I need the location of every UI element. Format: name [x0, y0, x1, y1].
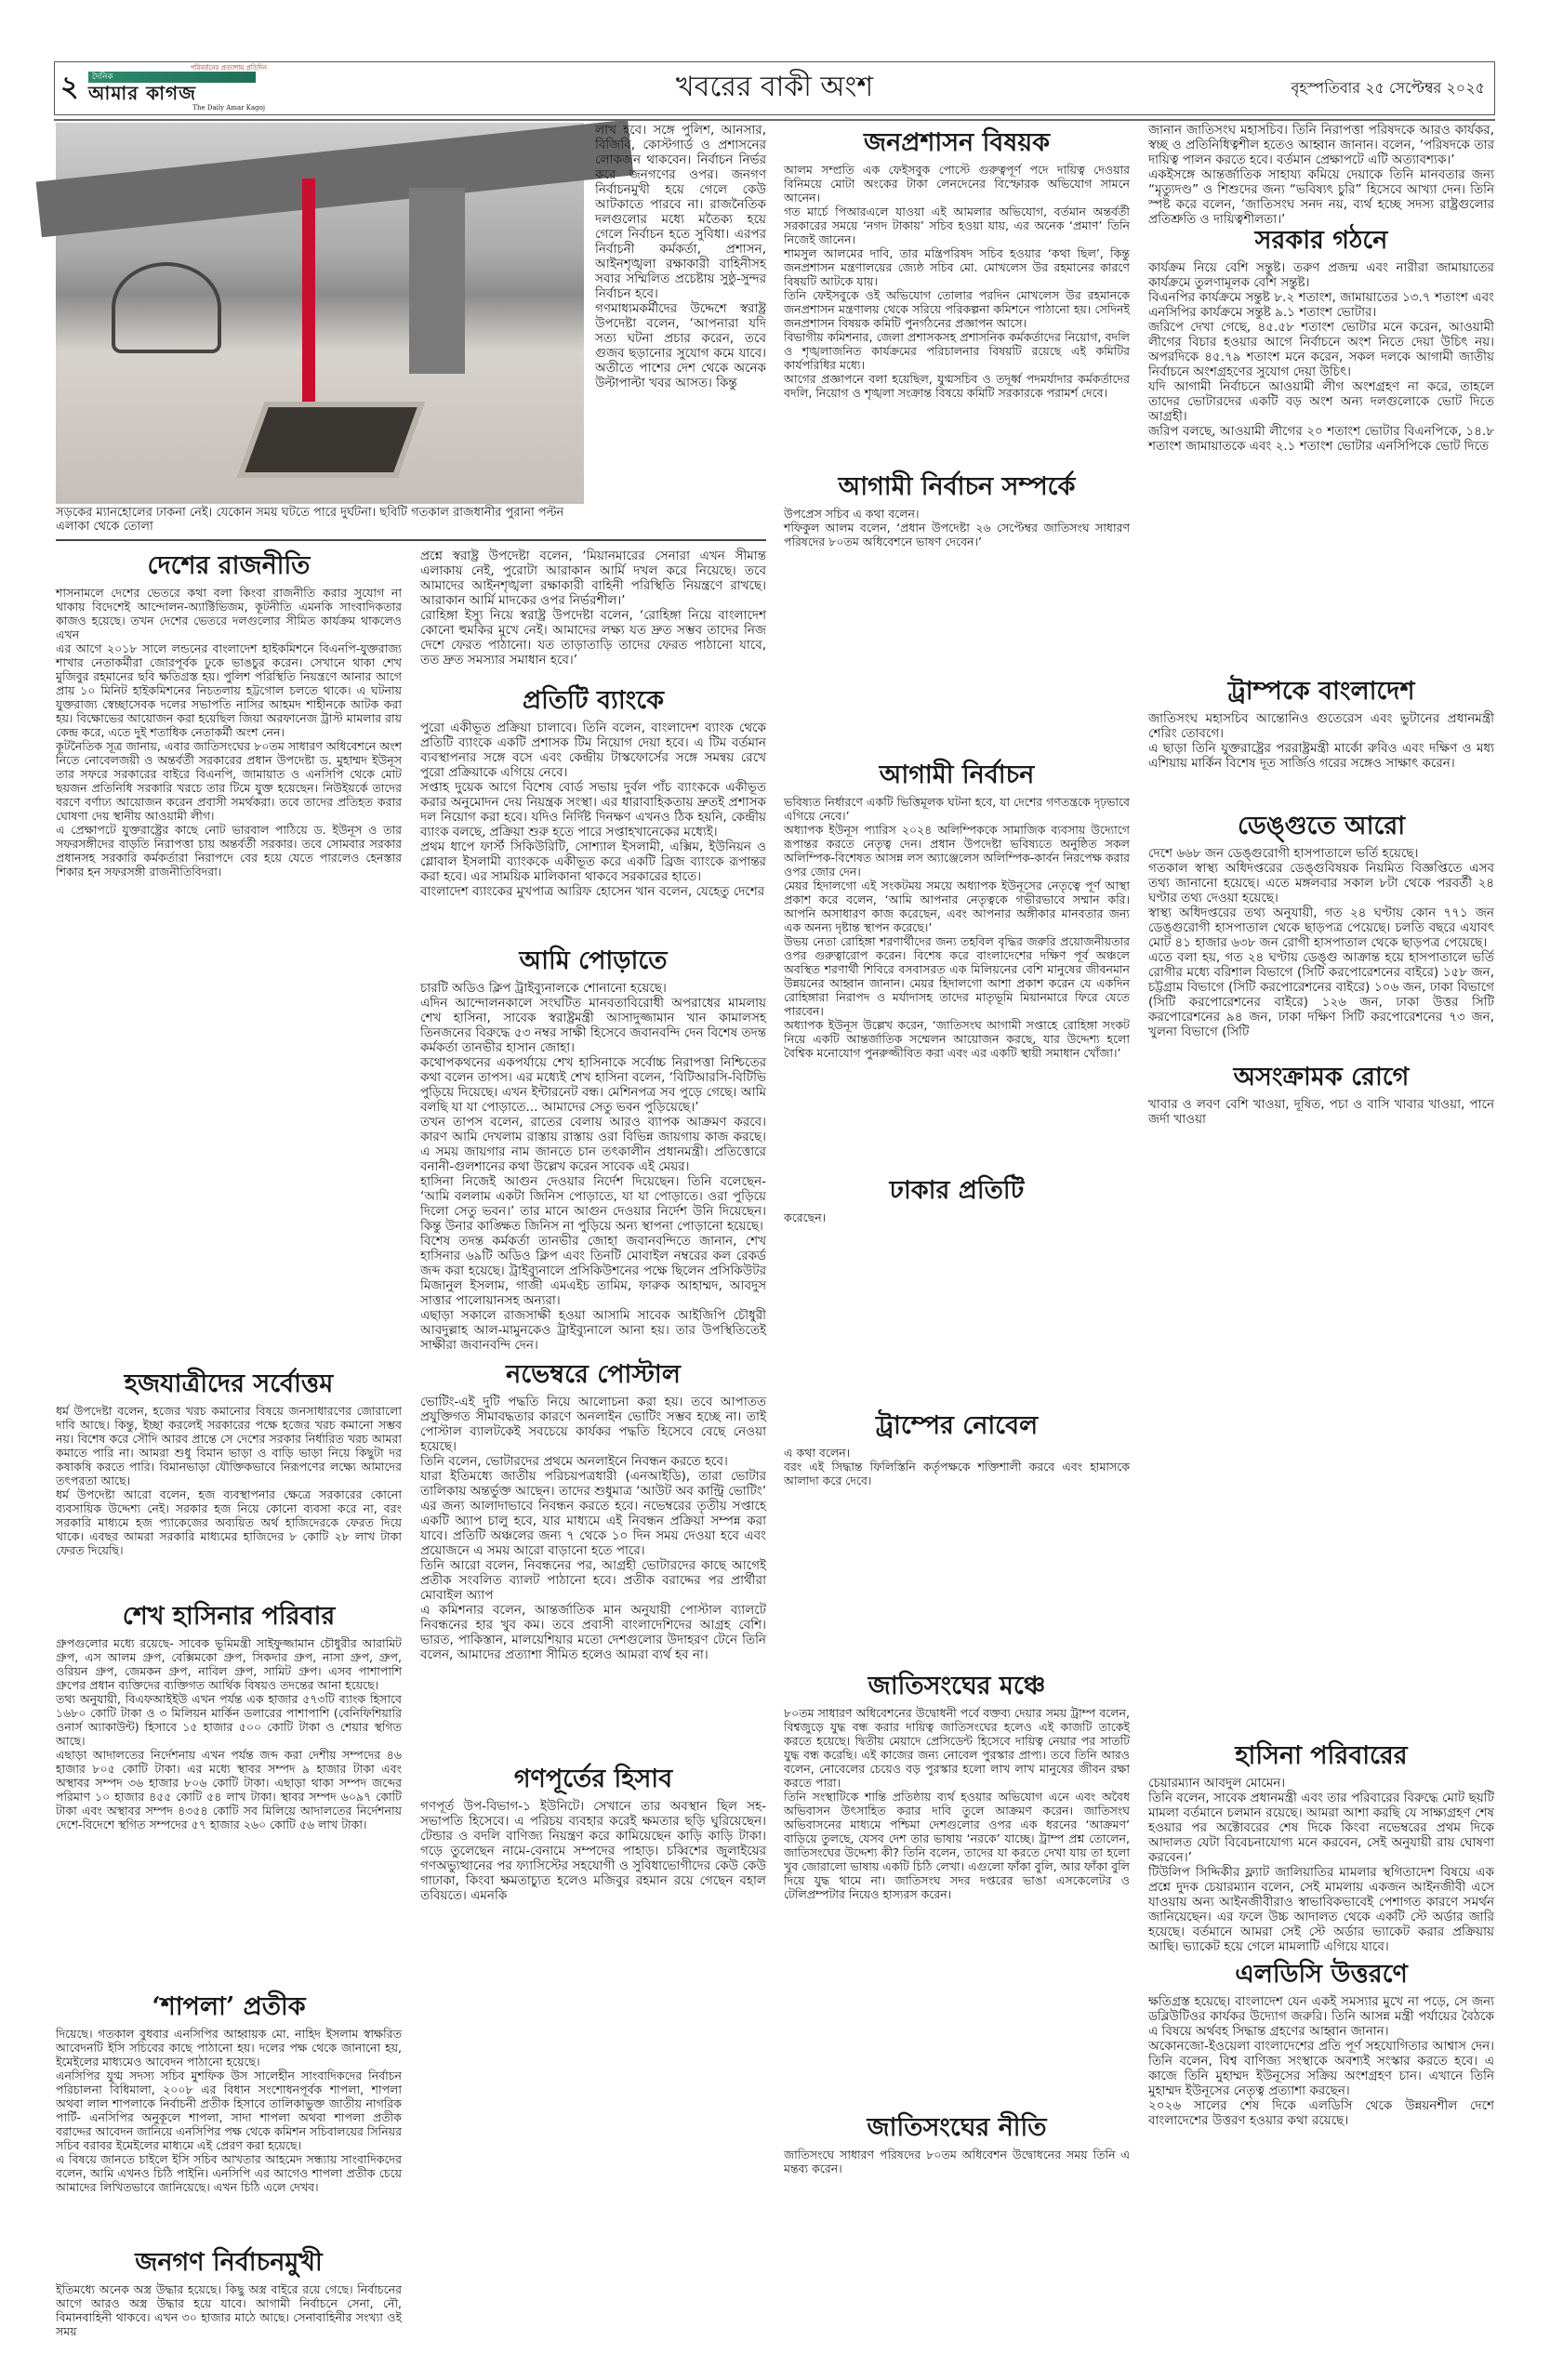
logo-english-name: The Daily Amar Kagoj [192, 104, 265, 112]
photo-pillar [409, 188, 465, 374]
headline: ডেঙ্গুতে আরো [1237, 812, 1406, 840]
article-paragraph: কার্যক্রম নিয়ে বেশি সন্তুষ্ট। তরুণ প্রজন্ম এবং নারীরা জামায়াতের কার্যক্রমে তুলণামূলক বেশি সন্তুষ্ট। [1148, 260, 1494, 290]
article-agami-nirbachon-somporke [784, 469, 1130, 754]
header-divider [54, 119, 1495, 121]
article-paragraph: শামসুল আলমের দাবি, তার মন্ত্রিপরিষদ সচিব হওয়ার ‘কথা ছিল’, কিন্তু জনপ্রশাসন মন্ত্রণালয়ের জ্যেষ্ঠ সচিব মো. মোখলেস উর রহমানের কারণে বিষয়টি আটকে যায়। [784, 246, 1130, 288]
headline: আগামী নির্বাচন [879, 760, 1035, 789]
article-paragraph: প্রথম ধাপে ফার্স্ট সিকিউরিটি, সোশ্যাল ইসলামী, এক্সিম, ইউনিয়ন ও গ্লোবাল ইসলামী ব্যাংককে একীভূত করে একটি ব্রিজ ব্যাংকে রূপান্তর করা হবে। এর সাময়িক মালিকানা থাকবে সরকারের হাতে। [420, 840, 766, 884]
article-paragraph: বিএনপির কার্যক্রমে সন্তুষ্ট ৮.২ শতাংশ, জামায়াতের ১৩.৭ শতাংশ এবং এনসিপির কার্যক্রমে সন্তুষ্ট ৯.১ শতাংশ ভোটার। [1148, 290, 1494, 320]
article-paragraph: রোহিঙ্গা ইস্যু নিয়ে স্বরাষ্ট্র উপদেষ্টা বলেন, ‘রোহিঙ্গা নিয়ে বাংলাদেশ কোনো হুমকির মুখে নেই। আমাদের লক্ষ্য যত দ্রুত সম্ভব তাদের নিজ দেশে ফেরত পাঠানো। যত তাড়াতাড়ি তাদের ফেরত পাঠানো যাবে, তত দ্রুত সমস্যার সমাধান হবে।’ [420, 608, 766, 668]
photo-flyover [36, 120, 634, 238]
article-paragraph: ভবিষ্যত নির্ধারণে একটি ভিত্তিমূলক ঘটনা হবে, যা দেশের গণতন্ত্রকে দৃঢ়ভাবে এগিয়ে নেবে।’ [784, 795, 1130, 823]
photo-rickshaw [112, 262, 221, 353]
headline: জাতিসংঘের মঞ্চে [868, 1672, 1046, 1700]
headline: আগামী নির্বাচন সম্পর্কে [838, 472, 1076, 501]
article-paragraph: গ্রুপগুলোর মধ্যে রয়েছে- সাবেক ভূমিমন্ত্রী সাইফুজ্জামান চৌধুরীর আরামিট গ্রুপ, এস আলম গ্রুপ, বেক্সিমকো গ্রুপ, সিকদার গ্রুপ, নাসা গ্রুপ, গ্রুপ, ওরিয়ন গ্রুপ, জেমকন গ্রুপ, নাবিল গ্রুপ, সামিট গ্রুপ। এসব পাশাপাশি গ্রুপের প্রধান ব্যক্তিদের ব্যক্তিগত আর্থিক বিষয়ও তদন্তের আনা হয়েছে। [56, 1636, 402, 1692]
article-paragraph: এ কমিশনার বলেন, আন্তর্জাতিক মান অনুযায়ী পোস্টাল ব্যালটে নিবন্ধনের হার খুব কম। তবে প্রবাসী বাংলাদেশিদের আগ্রহ বেশি। ভারত, পাকিস্তান, মালয়েশিয়ার মতো দেশগুলোর উদাহরণ টেনে তিনি বলেন, আমাদের প্রত্যাশা সীমিত হলেও আমরা ব্যর্থ হব না। [420, 1603, 766, 1662]
article-gonoporto [420, 1762, 766, 2302]
article-paragraph: গতকাল স্বাস্থ্য অধিদপ্তরের ডেঙ্গুবিষয়ক নিয়মিত বিজ্ঞপ্তিতে এসব তথ্য জানানো হয়েছে। এতে মঙ্গলবার সকাল ৮টা থেকে পরবর্তী ২৪ ঘণ্টার তথ্য দেওয়া হয়েছে। [1148, 861, 1494, 906]
article-paragraph: দিয়েছে। গতকাল বুধবার এনসিপির আহ্বায়ক মো. নাহিদ ইসলাম স্বাক্ষরিত আবেদনটি ইসি সচিবের কাছে পাঠানো হয়। দলের পক্ষ থেকে জানানো হয়, ইমেইলের মাধ্যমেও আবেদন পাঠানো হয়েছে। [56, 2027, 402, 2069]
article-trumpke-bangladesh [1148, 674, 1494, 805]
article-hasina-poribarer [1148, 1739, 1494, 1953]
article-shapla [56, 1990, 402, 2241]
article-paragraph: চেয়ারম্যান আবদুল মোমেন। [1148, 1776, 1286, 1791]
headline: আমি পোড়াতে [519, 946, 668, 975]
article-dengue [1148, 809, 1494, 1056]
article-postal [420, 1357, 766, 1758]
article-paragraph: খাবার ও লবণ বেশি খাওয়া, দূষিত, পচা ও বাসি খাবার খাওয়া, পানে জর্দা খাওয়া [1148, 1097, 1494, 1127]
article-paragraph: আলম সম্প্রতি এক ফেইসবুক পোস্টে গুরুত্বপূর্ণ পদে দায়িত্ব দেওয়ার বিনিময়ে মোটা অংকের টাকা লেনদেনের বিস্ফোরক অভিযোগ সামনে আনেন। [784, 163, 1130, 205]
logo-name: আমার কাগজ [88, 82, 196, 104]
article-jatisongher-niti [784, 2110, 1130, 2302]
article-paragraph: মেয়র হিদালগো এই সংকটময় সময়ে অধ্যাপক ইউনূসের নেতৃত্বে পূর্ণ আস্থা প্রকাশ করে বলেন, ‘আমি আপনার নেতৃত্বকে গভীরভাবে সম্মান করি। আপনি অসাধারণ কাজ করেছেন, এবং আপনার অঙ্গীকার মানবতার জন্য এক অনন্য দৃষ্টান্ত স্থাপন করেছে।’ [784, 879, 1130, 934]
article-paragraph: তিনি বলেন, সাবেক প্রধানমন্ত্রী এবং তার পরিবারের বিরুদ্ধে মোট ছয়টি মামলা বর্তমানে চলমান রয়েছে। আমরা আশা করছি যে সাক্ষ্যগ্রহণ শেষ হওয়ার পর অক্টোবরের শেষ দিকে কিংবা নভেম্বরের প্রথম দিকে আদালত যেটা বিবেচনাযোগ্য মনে করবেন, সেই অনুযায়ী রায় ঘোষণা করবেন।’ [1148, 1791, 1494, 1865]
article-paragraph: লাখ হবে। সঙ্গে পুলিশ, আনসার, বিজিবি, কোস্টগার্ড ও প্রশাসনের লোকজন থাকবেন। নির্বাচন নির্ভর করে জনগণের ওপর। জনগণ নির্বাচনমুখী হয়ে গেলে কেউ আটকাতে পারবে না। রাজনৈতিক দলগুলোর মধ্যে মতৈক্য হয়ে গেলে নির্বাচন হতে সুবিধা। এরপর নির্বাচনী কর্মকর্তা, প্রশাসন, আইনশৃঙ্খলা রক্ষাকারী বাহিনীসহ সবার সম্মিলিত প্রচেষ্টায় সুষ্ঠু-সুন্দর নির্বাচন হবে। [595, 123, 766, 301]
headline: জনগণ নির্বাচনমুখী [135, 2248, 323, 2277]
article-jonogon [56, 2245, 402, 2338]
article-paragraph: এছাড়া সকালে রাজসাক্ষী হওয়া আসামি সাবেক আইজিপি চৌধুরী আবদুল্লাহ আল-মামুনকেও ট্রাইব্যুনালে আনা হয়। তার উপস্থিতিতেই সাক্ষীরা জবানবন্দি দেন। [420, 1308, 766, 1353]
article-desher-rajniti [56, 549, 402, 1363]
article-paragraph: তিনি বলেন, ভোটারদের প্রথমে অনলাইনে নিবন্ধন করতে হবে। [420, 1454, 728, 1469]
article-paragraph: করেছেন। [784, 1210, 827, 1224]
article-paragraph: তিনি ফেইসবুকে ওই অভিযোগ তোলার পরদিন মোখলেস উর রহমানকে জনপ্রশাসন মন্ত্রণালয় থেকে সরিয়ে পরিকল্পনা কমিশনে পাঠানো হয়। সেদিনই জনপ্রশাসন বিষয়ক কমিটি পুনর্গঠনের প্রজ্ঞাপন আসে। [784, 288, 1130, 330]
article-paragraph: গণমাধ্যমকর্মীদের উদ্দেশে স্বরাষ্ট্র উপদেষ্টা বলেন, ‘আপনারা যদি সত্য ঘটনা প্রচার করেন, তবে গুজব ছড়ানোর সুযোগ কমে যাবে। অতীতে পাশের দেশ থেকে অনেক উল্টাপাল্টা খবর আসত। কিন্তু [595, 301, 766, 390]
article-paragraph: অধ্যাপক ইউনূস প্যারিস ২০২৪ অলিম্পিককে সামাজিক ব্যবসায় উদ্যোগে রূপান্তর করতে নেতৃত্ব দেন। প্রধান উপদেষ্টা ভবিষ্যতে অনুষ্ঠিত সকল অলিম্পিক-বিশেষত আসন্ন লস অ্যাঞ্জেলেস অলিম্পিক-কার্বন নিরপেক্ষ করার ওপর জোর দেন। [784, 823, 1130, 879]
article-paragraph: বাংলাদেশ ব্যাংকের মুখপাত্র আরিফ হোসেন খান বলেন, যেহেতু দেশের [420, 884, 765, 899]
photo-open-manhole [237, 402, 425, 478]
article-paragraph: ২০২৬ সালের শেষ দিকে এলডিসি থেকে উন্নয়নশীল দেশে বাংলাদেশের উত্তরণ হওয়ার কথা রয়েছে। [1148, 2098, 1494, 2128]
article-paragraph: অকোনজো-ইওয়েলা বাংলাদেশের প্রতি পূর্ণ সহযোগিতার আশ্বাস দেন। তিনি বলেন, বিশ্ব বাণিজ্য সংস্থাকে অবশ্যই সংস্কার করতে হবে। এ কাজে তিনি মুহাম্মদ ইউনূসের সক্রিয় অংশগ্রহণ চান। এখানে তিনি মুহাম্মদ ইউনূসের নেতৃত্ব প্রত্যাশা করছেন। [1148, 2039, 1494, 2098]
article-paragraph: এদিন আন্দোলনকালে সংঘটিত মানবতাবিরোধী অপরাধের মামলায় শেখ হাসিনা, সাবেক স্বরাষ্ট্রমন্ত্রী আসাদুজ্জামান খান কামালসহ তিনজনের বিরুদ্ধে ৫৩ নম্বর সাক্ষী হিসেবে জবানবন্দি দেন বিশেষ তদন্ত কর্মকর্তা তানভীর হাসান জোহা। [420, 996, 766, 1055]
article-paragraph: শফিকুল আলম বলেন, ‘প্রধান উপদেষ্টা ২৬ সেপ্টেম্বর জাতিসংঘ সাধারণ পরিষদের ৮০তম অধিবেশনে ভাষণ দেবেন।’ [784, 521, 1130, 549]
article-jonoproshashon [784, 126, 1130, 466]
article-jatisongher-monche [784, 1669, 1130, 2107]
article-paragraph: গণপূর্ত উপ-বিভাগ-১ ইউনিটে। সেখানে তার অবস্থান ছিল সহ-সভাপতি হিসেবে। এ পরিচয় ব্যবহার করেই ক্ষমতার ছড়ি ঘুরিয়েছেন। টেন্ডার ও বদলি বাণিজ্য নিয়ন্ত্রণ করে কামিয়েছেন কাড়ি কাড়ি টাকা। গড়ে তুলেছেন নামে-বেনামে সম্পদের পাহাড়। চব্বিশের জুলাইয়ের গণঅভ্যুত্থানের পর ফ্যাসিস্টের সহযোগী ও সুবিধাভোগীদের কেউ কেউ গাঢাকা, কিংবা ক্ষমতাচ্যুত হলেও মজিবুর রহমান রয়ে গেছেন বহাল তবিয়তে। এমনকি [420, 1799, 766, 1903]
article-paragraph: এ কথা বলেন। [784, 1446, 851, 1460]
article-paragraph: তখন তাপস বলেন, রাতের বেলায় আরও ব্যাপক আক্রমণ করবে। কারণ আমি দেখলাম রাস্তায় রাস্তায় ওরা বিভিন্ন জায়গায় কাজ করছে। এ সময় জায়গার নাম জানতে চান তৎকালীন প্রধানমন্ত্রী। প্রতিত্তোরে বনানী-গুলশানের কথা উল্লেখ করেন সাবেক এই মেয়র। [420, 1115, 766, 1174]
article-paragraph: উপপ্রেস সচিব এ কথা বলেন। [784, 507, 920, 521]
article-paragraph: তথ্য অনুযায়ী, বিএফআইইউ এখন পর্যন্ত এক হাজার ৫৭৩টি ব্যাংক হিসাবে ১৬৮০ কোটি টাকা ও ৩ মিলিয়ন মার্কিন ডলারের পাশাপাশি (বেনিফিশিয়ারি ওনার্স অ্যাকাউন্ট) হিসাবে ১৫ হাজার ৫০০ কোটি টাকা ও শেয়ার স্থগিত আছে। [56, 1692, 402, 1748]
article-paragraph: এনসিপির যুগ্ম সদস্য সচিব মুশফিক উস সালেহীন সাংবাদিকদের নির্বাচন পরিচালনা বিধিমালা, ২০০৮ এর বিধান সংশোধনপূর্বক শাপলা, শাপলা অথবা লাল শাপলাকে নির্বাচনী প্রতীক হিসাবে তালিকাভুক্ত জাতীয় নাগরিক পার্টি- এনসিপির অনুকূলে শাপলা, সাদা শাপলা অথবা শাপলা প্রতীক বরাদ্দের আবেদন জানিয়ে এনসিপির পক্ষ থেকে কমিশন সচিবালয়ের সিনিয়র সচিব বরাবর ইমেইলের মাধ্যমে এই প্রেরণ করা হয়েছে। [56, 2069, 402, 2152]
article-paragraph: গত মার্চে পিআরএলে যাওয়া এই আমলার অভিযোগ, বর্তমান অন্তর্বর্তী সরকারের সময়ে ‘নগদ টাকায়’ সচিব হওয়া যায়, এর অনেক ‘প্রমাণ’ তিনি নিজেই জানেন। [784, 205, 1130, 246]
article-paragraph: বিভাগীয় কমিশনার, জেলা প্রশাসকসহ প্রশাসনিক কর্মকর্তাদের নিয়োগ, বদলি ও শৃঙ্খলাজনিত কার্যক্রমের পরিচালনার বিষয়টি রয়েছে এই কমিটির কার্যপরিধির মধ্যে। [784, 330, 1130, 372]
article-sorkar-gothone [1148, 223, 1494, 670]
headline: জাতিসংঘের নীতি [867, 2113, 1047, 2142]
article-paragraph: একইসঙ্গে আন্তর্জাতিক সাহায্য কমিয়ে দেয়াকে তিনি মানবতার জন্য “মৃত্যুদণ্ড” ও শিশুদের জন্য “ভবিষ্যৎ চুরি” হিসেবে আখ্যা দেন। তিনি স্পষ্ট করে বলেন, ‘জাতিসংঘ সনদ নয়, ব্যর্থ হচ্ছে সদস্য রাষ্ট্রগুলোর প্রতিশ্রুতি ও দায়িত্বশীলতা।’ [1148, 167, 1494, 227]
article-col2-cont [420, 549, 766, 680]
article-paragraph: ৮০তম সাধারণ অধিবেশনের উদ্বোধনী পর্বে বক্তব্য দেয়ার সময় ট্রাম্প বলেন, বিশ্বজুড়ে যুদ্ধ বন্ধ করার দায়িত্ব জাতিসংঘের হলেও এই কাজটি তাকেই করতে হয়েছে। দ্বিতীয় মেয়াদে প্রেসিডেন্ট হিসেবে দায়িত্ব নেয়ার পর সাতটি যুদ্ধ বন্ধ করেছি। এই কাজের জন্য নোবেল পুরস্কার প্রাপ্য। তবে তিনি আরও বলেন, নোবেলের চেয়েও বড় পুরস্কার হলো লাখ লাখ মানুষের জীবন রক্ষা করতে পারা। [784, 1706, 1130, 1790]
article-paragraph: এতে বলা হয়, গত ২৪ ঘণ্টায় ডেঙ্গু আক্রান্ত হয়ে হাসপাতালে ভর্তি রোগীর মধ্যে বরিশাল বিভাগে (সিটি করপোরেশনের বাইরে) ১৫৮ জন, চট্টগ্রাম বিভাগে (সিটি করপোরেশনের বাইরে) ১০৬ জন, ঢাকা বিভাগে (সিটি করপোরেশনের বাইরে) ১২৬ জন, ঢাকা উত্তর সিটি করপোরেশনের ৯৪ জন, ঢাকা দক্ষিণ সিটি করপোরেশনের ৭৩ জন, খুলনা বিভাগে (সিটি [1148, 950, 1494, 1039]
article-paragraph: উভয় নেতা রোহিঙ্গা শরণার্থীদের জন্য তহবিল বৃদ্ধির জরুরি প্রয়োজনীয়তার ওপর গুরুত্বারোপ করেন। বিশেষ করে বাংলাদেশের দক্ষিণ পূর্ব অঞ্চলে অবস্থিত শরণার্থী শিবিরে বসবাসরত এক মিলিয়নের বেশি মানুষের জীবনমান উন্নয়নের আহ্বান জানান। মেয়র হিদালগো আশা প্রকাশ করেন যে একদিন রোহিঙ্গারা নিরাপদ ও মর্যাদাসহ তাদের মাতৃভূমি মিয়ানমারে ফিরে যেতে পারবেন। [784, 934, 1130, 1018]
headline: হজযাত্রীদের সর্বোত্তম [124, 1369, 334, 1398]
article-paragraph: শাসনামলে দেশের ভেতরে কথা বলা কিংবা রাজনীতি করার সুযোগ না থাকায় বিদেশেই আন্দোলন-অ্যাক্টিভিজম, কূটনীতি এমনকি সাংবাদিকতার কাজও হয়েছে। তখন দেশের ভেতরে দলগুলোর সীমিত কার্যক্রম থাকলেও এখন [56, 586, 402, 641]
article-paragraph: পুরো একীভূত প্রক্রিয়া চালাবে। তিনি বলেন, বাংলাদেশ ব্যাংক থেকে প্রতিটি ব্যাংকে একটি প্রশাসক টিম নিয়োগ দেয়া হবে। এ টিম বর্তমান ব্যবস্থাপনার সঙ্গে বসে এবং কেন্দ্রীয় টাস্কফোর্সের সঙ্গে সমন্বয় রেখে পুরো প্রক্রিয়াকে এগিয়ে নেবে। [420, 721, 766, 780]
article-paragraph: দেশে ৬৬৮ জন ডেঙ্গুরোগী হাসপাতালে ভর্তি হয়েছে। [1148, 846, 1419, 861]
photo-caption: সড়কের ম্যানহোলের ঢাকনা নেই। যেকোন সময় ঘটতে পারে দুর্ঘটনা। ছবিটি গতকাল রাজধানীর পুরানা পল্টন এলাকা থেকে তোলা [56, 506, 564, 534]
article-paragraph: কথোপকথনের একপর্যায়ে শেখ হাসিনাকে সর্বোচ্চ নিরাপত্তা নিশ্চিতের কথা বলেন তাপস। এর মধ্যেই শেখ হাসিনা বলেন, ‘বিটিআরসি-বিটিভি পুড়িয়ে দিয়েছে। এখন ইন্টারনেট বন্ধ। মেশিনপত্র সব পুড়ে গেছে। আমি বলছি যা যা পোড়াতে... আমাদের সেতু ভবন পুড়িয়েছে।’ [420, 1055, 766, 1115]
article-paragraph: তিনি সংস্থাটিকে শান্তি প্রতিষ্ঠায় ব্যর্থ হওয়ার অভিযোগ এনে এবং অবৈধ অভিবাসন উৎসাহিত করার দাবি তুলে আক্রমণ করেন। জাতিসংঘ অভিবাসনের মাধ্যমে পশ্চিমা দেশগুলোর ওপর এক ধরনের ‘আক্রমণ’ বাড়িয়ে তুলছে, যেসব দেশ তার ভাষায় ‘নরকে’ যাচ্ছে। ট্রাম্প প্রশ্ন তোলেন, জাতিসংঘের উদ্দেশ্য কী? তিনি বলেন, তাদের যা করতে দেখা যায় তা হলো খুব জোরালো ভাষায় একটি চিঠি লেখা। এগুলো ফাঁকা বুলি, আর ফাঁকা বুলি দিয়ে যুদ্ধ থামে না। জাতিসংঘ সদর দপ্তরের ভাঙা এসকেলেটর ও টেলিপ্রম্পটার নিয়েও হাস্যরস করেন। [784, 1790, 1130, 1901]
article-paragraph: ভোটিং-এই দুটি পদ্ধতি নিয়ে আলোচনা করা হয়। তবে আপাতত প্রযুক্তিগত সীমাবদ্ধতার কারণে অনলাইন ভোটিং সম্ভব হচ্ছে না। তাই পোস্টাল ব্যালটকেই সবচেয়ে কার্যকর পদ্ধতি হিসেবে বেছে নেওয়া হয়েছে। [420, 1395, 766, 1454]
article-paragraph: বরং এই সিদ্ধান্ত ফিলিস্তিনি কর্তৃপক্ষকে শক্তিশালী করবে এবং হামাসকে আলাদা করে দেবে। [784, 1460, 1130, 1488]
headline: নভেম্বরে পোস্টাল [506, 1360, 681, 1389]
article-paragraph: যারা ইতিমধ্যে জাতীয় পরিচয়পত্রধারী (এনআইডি), তারা ভোটার তালিকায় অন্তর্ভুক্ত আছেন। তাদের শুধুমাত্র ‘আউট অব কান্ট্রি ভোটিং’ এর জন্য আলাদাভাবে নিবন্ধন করতে হবে। নভেম্বরের তৃতীয় সপ্তাহে একটি অ্যাপ চালু হবে, যার মাধ্যমে এই নিবন্ধন প্রক্রিয়া সম্পন্ন করা যাবে। প্রতিটি অঞ্চলের জন্য ৭ থেকে ১০ দিন সময় দেওয়া হবে এবং প্রয়োজনে এ সময় আরো বাড়ানো হতে পারে। [420, 1469, 766, 1558]
news-photo-open-manhole [56, 123, 584, 504]
article-bank [420, 683, 766, 940]
headline: প্রতিটি ব্যাংকে [522, 686, 665, 715]
article-paragraph: সপ্তাহ দুয়েক আগে বিশেষ বোর্ড সভায় দুর্বল পাঁচ ব্যাংককে একীভূত করার অনুমোদন দেয় নিয়ন্ত্রক সংস্থা। এর ধারাবাহিকতায় দ্রুতই প্রশাসক দল নিয়োগ করা হবে। যদিও নির্দিষ্ট দিনক্ষণ এখনও ঠিক হয়নি, কেন্দ্রীয় ব্যাংক বলছে, প্রক্রিয়া শুরু হতে পারে সপ্তাহখানেকের মধ্যেই। [420, 780, 766, 840]
article-paragraph: জাতিসংঘ মহাসচিব আন্তোনিও গুতেরেস এবং ভুটানের প্রধানমন্ত্রী শেরিং তোবগে। [1148, 711, 1494, 741]
article-paragraph: টিউলিপ সিদ্দিকীর ফ্ল্যাট জালিয়াতির মামলার স্থগিতাদেশ বিষয়ে এক প্রশ্নে দুদক চেয়ারম্যান বলেন, সেই মামলায় একজন আইনজীবী এসে যাওয়ায় অন্য আইনজীবীরাও স্বাভাবিকভাবেই পেশাগত কারণে সমর্থন জানিয়েছেন। এর ফলে উচ্চ আদালত থেকে একটি স্টে অর্ডার জারি হয়েছে। বর্তমানে আমরা সেই স্টে অর্ডার ভ্যাকেট করার প্রক্রিয়ায় আছি। ভ্যাকেট হয়ে গেলে মামলাটি এগিয়ে যাবে। [1148, 1865, 1494, 1954]
page-header [54, 61, 1495, 115]
article-col4-top [1148, 123, 1494, 227]
article-ami-porate [420, 944, 766, 1354]
article-paragraph: এ প্রেক্ষাপটে যুক্তরাষ্ট্রের কাছে নোট ভারবাল পাঠিয়ে ড. ইউনূস ও তার সফরসঙ্গীদের বাড়তি নিরাপত্তা চায় অন্তর্বর্তী সরকার। তবে সোমবার সরকার প্রধানসহ সরকারি কর্মকর্তারা নিরাপদে বের হয়ে যেতে পারলেও হেনস্তার শিকার হন সফরসঙ্গী রাজনীতিবিদরা। [56, 823, 402, 879]
headline: দেশের রাজনীতি [147, 551, 311, 580]
article-paragraph: ধর্ম উপদেষ্টা আরো বলেন, হজ ব্যবস্থাপনার ক্ষেত্রে সরকারের কোনো ব্যবসায়িক উদ্দেশ্য নেই। সরকার হজ নিয়ে কোনো ব্যবসা করে না, বরং সরকারি মাধ্যমে হজ প্যাকেজের অব্যয়িত অর্থ হাজিদেরকে ফেরত দিয়ে থাকে। এবছর আমরা সরকারি মাধ্যমের হাজিদের ৮ কোটি ২৮ লাখ টাকা ফেরত দিয়েছি। [56, 1488, 402, 1557]
article-col2-top [595, 123, 766, 545]
article-paragraph: এর আগে ২০১৮ সালে লন্ডনের বাংলাদেশ হাইকমিশনে বিএনপি-যুক্তরাজ্য শাখার নেতাকর্মীরা জোরপূর্বক ঢুকে ভাঙচুর করেন। সেখানে থাকা শেখ মুজিবুর রহমানের ছবি ক্ষতিগ্রস্ত হয়। পুলিশ পরিস্থিতি নিয়ন্ত্রণে আনার আগে প্রায় ১০ মিনিট হাইকমিশনের নিচতলায় হট্টগোল চলতে থাকে। এ ঘটনায় যুক্তরাজ্য স্বেচ্ছাসেবক দলের সভাপতি নাসির আহমদ শাহীনকে আটক করা হয়। বিক্ষোভের আয়োজন করা হয়েছিল জিয়া অরফানেজ ট্রাস্ট মামলার রায় কেন্দ্র করে, এতে দুই শতাধিক নেতাকর্মী অংশ নেন। [56, 641, 402, 739]
headline: ট্রাম্পকে বাংলাদেশ [1227, 677, 1415, 706]
page-title: খবরের বাকী অংশ [675, 71, 874, 103]
article-paragraph: জরিপে দেখা গেছে, ৪৫.৫৮ শতাংশ ভোটার মনে করেন, আওয়ামী লীগের বিচার হওয়ার আগে নির্বাচনে অংশ নিতে দেয়া উচিৎ নয়। অপরদিকে ৪৫.৭৯ শতাংশ মনে করেন, সকল দলকে আগামী জাতীয় নির্বাচনে অংশগ্রহণের সুযোগ দেয়া উচিৎ। [1148, 320, 1494, 379]
headline: হাসিনা পরিবারের [1235, 1741, 1408, 1770]
headline: অসংক্রামক রোগে [1233, 1063, 1410, 1091]
photo-red-marker-pole [302, 178, 315, 420]
article-hajj [56, 1367, 402, 1595]
article-ldc [1148, 1957, 1494, 2302]
logo-daily: দৈনিক [92, 73, 113, 82]
headline: গণপূর্তের হিসাব [513, 1765, 673, 1793]
article-paragraph: অধ্যাপক ইউনূস উল্লেখ করেন, ‘জাতিসংঘ আগামী সপ্তাহে রোহিঙ্গা সংকট নিয়ে একটি আন্তর্জাতিক সম্মেলন আয়োজন করছে, যার উদ্দেশ্য হলো বৈশ্বিক মনোযোগ পুনরুজ্জীবিত করা এবং এর একটি স্থায়ী সমাধান খোঁজা।’ [784, 1018, 1130, 1060]
article-paragraph: প্রশ্নে স্বরাষ্ট্র উপদেষ্টা বলেন, ‘মিয়ানমারের সেনারা এখন সীমান্ত এলাকায় নেই, পুরোটা আরাকান আর্মি দখল করে নিয়েছে। তবে আমাদের আইনশৃঙ্খলা রক্ষাকারী বাহিনী পরিস্থিতি নিয়ন্ত্রণে রাখছে। আরাকান আর্মি মাদকের ওপর নির্ভরশীল।’ [420, 549, 766, 608]
article-paragraph: তিনি আরো বলেন, নিবন্ধনের পর, আগ্রহী ভোটারদের কাছে আগেই প্রতীক সংবলিত ব্যালট পাঠানো হবে। প্রতীক বরাদ্দের পর প্রার্থীরা মোবাইল অ্যাপ [420, 1558, 766, 1603]
article-dhakar-protiti [784, 1173, 1130, 1405]
headline: ঢাকার প্রতিটি [889, 1176, 1025, 1205]
article-paragraph: চারটি অডিও ক্লিপ ট্রাইব্যুনালকে শোনানো হয়েছে। [420, 981, 667, 996]
article-paragraph: আগের প্রজ্ঞাপনে বলা হয়েছিল, যুগ্মসচিব ও তদূর্ধ্ব পদমর্যাদার কর্মকর্তাদের বদলি, নিয়োগ ও শৃঙ্খলা সংক্রান্ত বিষয়ে কমিটি সরকারকে পরামর্শ দেবে। [784, 372, 1130, 400]
headline: ‘শাপলা’ প্রতীক [152, 1992, 306, 2021]
article-paragraph: এ ছাড়া তিনি যুক্তরাষ্ট্রের পররাষ্ট্রমন্ত্রী মার্কো রুবিও এবং দক্ষিণ ও মধ্য এশিয়ায় মার্কিন বিশেষ দূত সার্জিও গরের সঙ্গেও সাক্ষাৎ করেন। [1148, 741, 1494, 771]
article-paragraph: এ বিষয়ে জানতে চাইলে ইসি সচিব আখতার আহমেদ সন্ধ্যায় সাংবাদিকদের বলেন, আমি এখনও চিঠি পাইনি। এনসিপি এর আগেও শাপলা প্রতীক চেয়ে আমাদের লিখিতভাবে জানিয়েছে। এখন চিঠি এলে দেখব। [56, 2152, 402, 2194]
headline: ট্রাম্পের নোবেল [875, 1411, 1039, 1440]
article-paragraph: ধর্ম উপদেষ্টা বলেন, হজের খরচ কমানোর বিষয়ে জনসাধারণের জোরালো দাবি আছে। কিন্তু, ইচ্ছা করলেই সরকারের পক্ষে হজের খরচ কমানো সম্ভব নয়। বিশেষ করে সৌদি আরব প্রান্তে সে দেশের সরকার নির্ধারিত খরচ আমরা কমাতে পারি না। আমরা শুধু বিমান ভাড়া ও বাড়ি ভাড়া নিয়ে কিছুটা দর কষাকষি করতে পারি। বিমানভাড়া যৌক্তিকভাবে নিরূপণের লক্ষ্যে আমাদের তৎপরতা আছে। [56, 1404, 402, 1488]
article-agami-nirbachon [784, 758, 1130, 1170]
article-paragraph: জাতিসংঘে সাধারণ পরিষদের ৮০তম অধিবেশন উদ্বোধনের সময় তিনি এ মন্তব্য করেন। [784, 2148, 1130, 2175]
article-sheikh-hasinar-poribar [56, 1599, 402, 1986]
headline: শেখ হাসিনার পরিবার [122, 1602, 336, 1631]
article-paragraph: ক্ষতিগ্রস্ত হয়েছে। বাংলাদেশ যেন একই সমস্যার মুখে না পড়ে, সে জন্য ডব্লিউটিওর কার্যকর উদ্যোগ জরুরি। তিনি আসন্ন মন্ত্রী পর্যায়ের বৈঠকে এ বিষয়ে অর্থবহ সিদ্ধান্ত গ্রহণের আহ্বান জানান। [1148, 1994, 1494, 2039]
headline: সরকার গঠনে [1254, 226, 1388, 255]
page-number: ২ [60, 71, 79, 103]
article-paragraph: বিশেষ তদন্ত কর্মকর্তা তানভীর জোহা জবানবন্দিতে জানান, শেখ হাসিনার ৬৯টি অডিও ক্লিপ এবং তিনটি মোবাইল নম্বরের কল রেকর্ড জব্দ করা হয়েছে। ট্রাইব্যুনালে প্রসিকিউশনের পক্ষে ছিলেন প্রসিকিউটর মিজানুল ইসলাম, গাজী এমএইচ তামিম, ফারুক আহাম্মদ, আবদুস সাত্তার পালোয়ানসহ অন্যরা। [420, 1234, 766, 1308]
logo-tagline: পরিবর্তনের প্রত্যাশায় প্রতিদিন [190, 64, 267, 72]
article-paragraph: জরিপ বলছে, আওয়ামী লীগের ২০ শতাংশ ভোটার বিএনপিকে, ১৪.৮ শতাংশ জামায়াতকে এবং ২.১ শতাংশ ভোটার এনসিপিকে ভোট দিতে [1148, 424, 1494, 454]
article-paragraph: এছাড়া আদালতের নির্দেশনায় এখন পর্যন্ত জব্দ করা দেশীয় সম্পদের ৪৬ হাজার ৮০৫ কোটি টাকা। এর মধ্যে স্থাবর সম্পদ ৯ হাজার টাকা এবং অস্থাবর সম্পদ ৩৬ হাজার ৮০৬ কোটি টাকা। এছাড়া থাকা সম্পদ জব্দের পরিমাণ ১০ হাজার ৪৫৫ কোটি ৫৪ লাখ টাকা। স্থাবর সম্পদ ৬০৯৭ কোটি টাকা এবং অস্থাবর সম্পদ ৪৩৫৪ কোটি সব মিলিয়ে আদালতের নির্দেশনায় দেশে-বিদেশে স্থগিত সম্পদের ৫৭ হাজার ২৬০ কোটি ৫৬ লাখ টাকা। [56, 1748, 402, 1831]
article-paragraph: স্বাস্থ্য অধিদপ্তরের তথ্য অনুযায়ী, গত ২৪ ঘণ্টায় কোন ৭৭১ জন ডেঙ্গুরোগী হাসপাতাল থেকে ছাড়পত্র পেয়েছে। চলতি বছরে এযাবৎ মোট ৪১ হাজার ৬৩৮ জন রোগী হাসপাতাল থেকে ছাড়পত্র পেয়েছে। [1148, 906, 1494, 950]
article-paragraph: হাসিনা নিজেই আগুন দেওয়ার নির্দেশ দিয়েছেন। তিনি বলেছেন- ‘আমি বললাম একটা জিনিস পোড়াতে, যা যা পোড়াতে। ওরা পুড়িয়ে দিলো সেতু ভবন।’ তার মানে আগুন দেওয়ার নির্দেশ উনি দিয়েছেন। কিন্তু উনার কাঙ্ক্ষিত জিনিস না পুড়িয়ে অন্য স্থাপনা পোড়ানো হয়েছে। [420, 1174, 766, 1234]
issue-date: বৃহস্পতিবার ২৫ সেপ্টেম্বর ২০২৫ [1291, 79, 1485, 97]
article-osongkramok [1148, 1060, 1494, 1735]
article-paragraph: জানান জাতিসংঘ মহাসচিব। তিনি নিরাপত্তা পরিষদকে আরও কার্যকর, স্বচ্ছ ও প্রতিনিধিত্বশীল হতেও আহ্বান জানান। বলেন, ‘পরিষদকে তার দায়িত্ব পালন করতে হবে। বর্তমান প্রেক্ষাপটে এটি অত্যাবশ্যক।’ [1148, 123, 1494, 167]
article-paragraph: কূটনৈতিক সূত্র জানায়, এবার জাতিসংঘের ৮০তম সাধারণ অধিবেশনে অংশ নিতে নোবেলজয়ী ও অন্তর্বর্তী সরকারের প্রধান উপদেষ্টা ড. মুহাম্মদ ইউনূস তার সফরে সরকারের বাইরে বিএনপি, জামায়াত ও এনসিপি থেকে মোট ছয়জন প্রতিনিধি সরকারি খরচে তার টিমে যুক্ত হয়েছেন। নিউইয়র্কে তাদের বরণে বর্ণাঢ্য আয়োজন করেন প্রবাসী সমর্থকরা। তবে তাদের প্রতিহত করার ঘোষণা দেয় স্থানীয় আওয়ামী লীগ। [56, 739, 402, 823]
article-paragraph: ইতিমধ্যে অনেক অস্ত্র উদ্ধার হয়েছে। কিছু অস্ত্র বাইরে রয়ে গেছে। নির্বাচনের আগে আরও অস্ত্র উদ্ধার হয়ে যাবে। আগামী নির্বাচনে সেনা, নৌ, বিমানবাহিনী থাকবে। এখন ৩০ হাজার মাঠে আছে। সেনাবাহিনীর সংখ্যা ওই সময় [56, 2282, 402, 2338]
headline: জনপ্রশাসন বিষয়ক [863, 128, 1050, 157]
article-paragraph: যদি আগামী নির্বাচনে আওয়ামী লীগ অংশগ্রহণ না করে, তাহলে তাদের ভোটারদের একটি বড় অংশ অন্য দলগুলোকে ভোট দিতে আগ্রহী। [1148, 379, 1494, 424]
headline: এলডিসি উত্তরণে [1235, 1960, 1408, 1989]
article-trumper-nobel [784, 1408, 1130, 1665]
